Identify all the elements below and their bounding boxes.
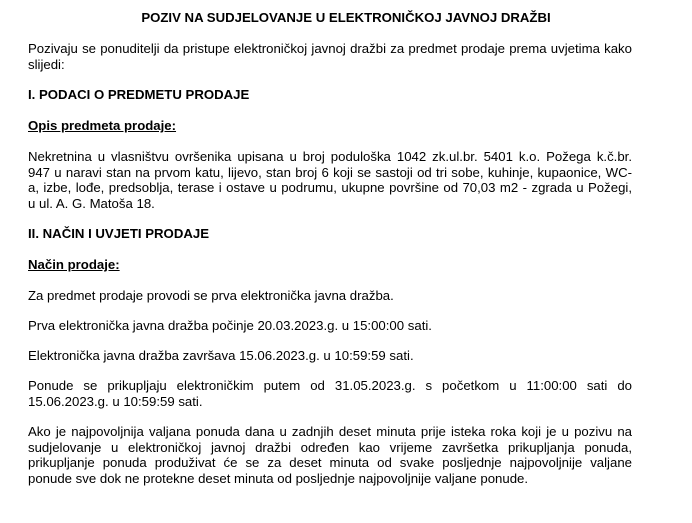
paragraph-line: Ako je najpovoljnija valjana ponuda dana u zadnjih deset minuta prije isteka roka koji je u pozivu na <box>28 424 632 439</box>
paragraph-line: Elektronička javna dražba završava 15.06.2023.g. u 10:59:59 sati. <box>28 348 414 363</box>
section2-heading: II. NAČIN I UVJETI PRODAJE <box>28 226 209 241</box>
intro-line: slijedi: <box>28 56 65 72</box>
paragraph-auction-start <box>28 318 632 334</box>
paragraph-first-auction <box>28 288 632 304</box>
paragraph-line: 15.06.2023.g. u 10:59:59 sati. <box>28 393 203 409</box>
paragraph-line: prikupljanje ponuda produživat će se za deset minuta od svake posljednje najpovoljnije valjane <box>28 455 632 470</box>
section1-subheading: Opis predmeta prodaje: <box>28 118 177 133</box>
intro-paragraph <box>28 41 632 72</box>
intro-line: Pozivaju se ponuditelji da pristupe elektroničkoj javnoj dražbi za predmet prodaje prema uvjetima kako <box>28 41 632 56</box>
description-paragraph <box>28 149 632 211</box>
paragraph-offers <box>28 378 632 409</box>
paragraph-line: ponude sve dok ne protekne deset minuta od posljednje najpovoljnije valjane ponude. <box>28 470 529 486</box>
section2-subheading: Način prodaje: <box>28 257 120 272</box>
description-line: a, izbe, lođe, predsoblja, terase i ostave u podrumu, ukupne površine od 70,03 m2 - zgrada u Požegi, <box>28 180 632 195</box>
description-line: Nekretnina u vlasništvu ovršenika upisana u broj poduloška 1042 zk.ul.br. 5401 k.o. Požega k.č.br. <box>28 149 632 164</box>
paragraph-line: sudjelovanje u elektroničkoj javnoj dražbi određen kao vrijeme završetka prikupljanja ponuda, <box>28 439 632 455</box>
section1-heading: I. PODACI O PREDMETU PRODAJE <box>28 87 250 102</box>
paragraph-line: Prva elektronička javna dražba počinje 20.03.2023.g. u 15:00:00 sati. <box>28 318 432 333</box>
paragraph-line: Za predmet prodaje provodi se prva elektronička javna dražba. <box>28 288 394 303</box>
paragraph-extension <box>28 424 632 486</box>
paragraph-line: Ponude se prikupljaju elektroničkim putem od 31.05.2023.g. s početkom u 11:00:00 sati do <box>28 378 632 393</box>
document-title: POZIV NA SUDJELOVANJE U ELEKTRONIČKOJ JAVNOJ DRAŽBI <box>141 10 551 25</box>
description-line: u ul. A. G. Matoša 18. <box>28 195 155 211</box>
description-line: 947 u naravi stan na prvom katu, lijevo, stan broj 6 koji se sastoji od tri sobe, kuhinje, kupaonice, WC- <box>28 164 632 180</box>
paragraph-auction-end <box>28 348 632 364</box>
